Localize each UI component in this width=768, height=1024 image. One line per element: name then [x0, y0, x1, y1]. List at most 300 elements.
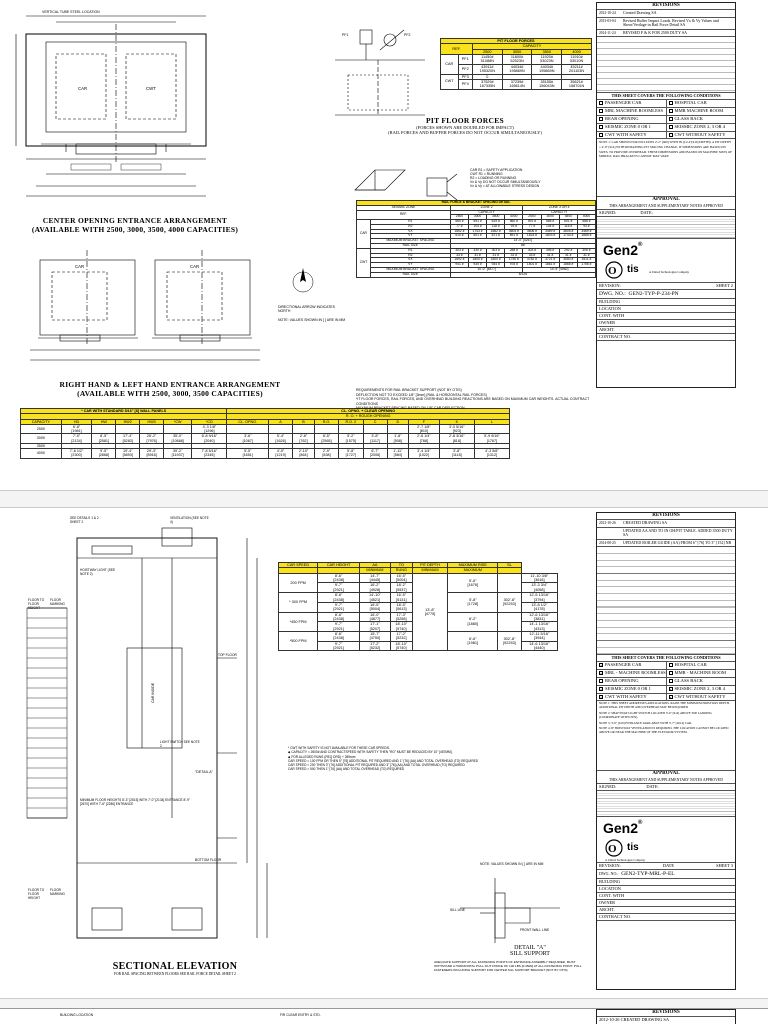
column-header: CAPACITY — [21, 419, 62, 424]
column-header: D — [387, 419, 408, 424]
table-subtitle: CL. OPNG. + CLEAR OPENING — [227, 409, 510, 414]
table-cell: 591 # — [523, 220, 541, 225]
column-header: 3500 — [559, 215, 577, 220]
note-line: DEFLECTION NOT TO EXCEED 1/8" [3mm] (RAIL & HORIZONTAL RAIL FORCES) — [356, 392, 487, 397]
column-header: HW — [92, 419, 116, 424]
table-cell: 6'-2" [1880] — [448, 612, 498, 631]
table-cell: 1803 # — [541, 234, 559, 239]
column-header: A — [269, 419, 293, 424]
checkbox[interactable] — [599, 133, 603, 137]
table-cell: 10'-0" [4877] — [450, 267, 523, 272]
hand-entrance-title: RIGHT HAND & LEFT HAND ENTRANCE ARRANGEMENT (AVAILABLE WITH 2500, 3000, 3500 CAPACITIES) — [59, 380, 281, 398]
table-cell: 292 # — [559, 248, 577, 253]
svg-text:O: O — [608, 265, 617, 278]
row-header: R1 — [370, 248, 450, 253]
revision-date: 2014-08-25 — [599, 540, 616, 545]
floor-to-floor-label: FLOOR TO FLOOR HEIGHT — [28, 598, 45, 610]
table-cell: 115 # — [559, 224, 577, 229]
revision-row: 2012-10-26 CREATED DRAWING SA — [599, 1017, 670, 1022]
revision-date: 2012-10-24 — [599, 11, 616, 15]
car-label: CAR INSIDE — [151, 682, 155, 703]
table-cell: 8'-6" [2438] — [318, 573, 360, 583]
title-field: ARCHT. — [597, 907, 735, 914]
condition-label: HOSPITAL CAR — [674, 100, 707, 106]
table-cell: 14'-0" [4267] — [450, 239, 595, 244]
row-header: 2500 — [21, 424, 62, 434]
title-field: CONT. WITH — [597, 893, 735, 900]
drawing-number-row: DWG. NO.: GEN2-TYP-P-234-PN — [597, 290, 735, 299]
column-header: CL. OPNG. — [227, 419, 269, 424]
title-field: ARCHT. — [597, 327, 735, 334]
top-floor-label: TOP FLOOR — [218, 653, 237, 657]
floor-marking-label: FLOOR MARKING — [50, 888, 65, 896]
column-header: HD — [61, 419, 92, 424]
table-cell: 11800# 52523N — [502, 55, 532, 65]
table-row — [21, 434, 510, 444]
table-cell: 17'-2" [5232] — [359, 641, 390, 651]
table-cell: 11'-10 3/8" [3616] — [521, 573, 557, 583]
condition-row — [597, 108, 735, 116]
checkbox[interactable] — [599, 125, 603, 129]
table-cell: 17'-1" [5207] — [359, 622, 390, 632]
table-cell: 891 # — [505, 234, 523, 239]
note-line: CAR SPEED = 200 THEN 3" [76] ADDITIONAL PIT REQUIRED AND 3" [76] (AA) AND TOTAL OVERHEAD (TO) REQUIRED — [288, 763, 465, 768]
row-group-label: CAR — [441, 55, 459, 74]
condition-label: CWT WITH SAFETY — [605, 693, 647, 699]
approval-fineprint — [597, 217, 735, 239]
car-label: CAR — [75, 264, 85, 269]
table-cell: 1861 # — [541, 263, 559, 268]
checkbox[interactable] — [599, 679, 603, 683]
company-tagline: A United Technologies Company — [605, 858, 645, 863]
revisions-title: REVISIONS — [597, 3, 735, 10]
table-cell: 13'-8 1/2" [4178] — [521, 602, 557, 612]
condition-label: PASSENGER CAR — [605, 100, 642, 106]
table-cell: 3'-0 5/16" [923] — [439, 424, 474, 434]
front-wall-label: FRONT WALL LINE — [520, 928, 550, 932]
row-header: R2 — [370, 253, 450, 258]
table-cell — [164, 424, 192, 434]
checkbox[interactable]: × — [669, 686, 672, 692]
table-cell: 5'-5" [1651] — [227, 449, 269, 459]
table-cell: 14'-7" [4445] — [359, 573, 390, 583]
center-opening-title: CENTER OPENING ENTRANCE ARRANGEMENT (AVAILABLE WITH 2500, 3000, 3500, 4000 CAPACITIES) — [31, 216, 239, 234]
hoistway-light-label: HOISTWAY LIGHT (SEE NOTE 2) — [80, 568, 116, 576]
table-cell: 6'-8" [1981] — [61, 424, 92, 434]
table-cell: 31 # — [541, 253, 559, 258]
row-header: PF4 — [458, 79, 472, 89]
title-block — [596, 512, 736, 990]
table-cell: 560 # — [505, 220, 523, 225]
table-cell: 871 # — [487, 234, 505, 239]
north-arrow-label: DIRECTIONAL ARROW INDICATES NORTH — [278, 305, 335, 313]
row-header: RAIL SIZE — [370, 272, 450, 277]
row-header: 3500 — [21, 443, 62, 448]
north-arrow-icon — [292, 262, 314, 302]
revision-row — [597, 10, 735, 18]
condition-label: REAR OPENING — [605, 677, 639, 683]
page-gap — [0, 490, 768, 508]
approval-sub: THIS ARRANGEMENT AND SUPPLEMENTARY NOTES APPROVED — [597, 777, 735, 784]
row-header: VX — [370, 258, 450, 263]
sheet-number: SHEET 3 — [716, 863, 733, 869]
table-cell: 302'-8" [92253] — [498, 593, 521, 612]
drawing-sheet-2 — [0, 0, 768, 490]
checkbox[interactable] — [599, 117, 603, 121]
table-row — [357, 272, 596, 277]
condition-row — [597, 670, 735, 678]
table-cell: 1662 # — [487, 229, 505, 234]
table-cell: 560 # — [450, 220, 468, 225]
table-cell: 44034# 195869N — [502, 64, 532, 74]
date-label: DATE: — [646, 784, 659, 790]
column-header: 4000 — [562, 49, 592, 54]
checkbox[interactable] — [599, 101, 603, 105]
table-cell: 4'-0" [1219] — [269, 449, 293, 459]
row-header: * 300 FPM — [279, 593, 318, 612]
approval-fineprint — [597, 791, 735, 817]
side-label: BUILDING LOCATION — [60, 1013, 94, 1017]
table-cell: 930 # — [468, 263, 486, 268]
revision-row — [597, 520, 735, 528]
table-cell: 19'-4" [5893] — [116, 449, 140, 459]
table-cell — [292, 424, 314, 434]
table-cell: 3606 # — [523, 229, 541, 234]
svg-text:PF2: PF2 — [404, 33, 411, 37]
floor-to-floor-label: FLOOR TO FLOOR HEIGHT — [28, 888, 45, 900]
checkbox[interactable] — [669, 133, 673, 137]
table-title: RAIL FORCE & BRACKET SPACING DETAIL — [357, 201, 596, 206]
table-cell: 1692 # — [450, 258, 468, 263]
date-label: DATE — [662, 863, 675, 869]
table-cell: 8'-6" [2438] — [318, 632, 360, 642]
table-cell: 104 # — [541, 224, 559, 229]
table-cell: 14'-1 13/16" [4313] — [521, 622, 557, 632]
condition-option — [666, 670, 736, 677]
condition-option — [666, 662, 736, 669]
column-header: 2500 — [523, 215, 541, 220]
note-line: ◆ CAPACITY = 2500# AND CONTRACTSPEED WITH SAFETY THEN "RO" MUST BE REDUCED BY 10" [457MM]. — [288, 750, 453, 755]
column-header: ZONE 3 OR 4 — [523, 205, 596, 210]
condition-row — [597, 686, 735, 694]
table-row — [21, 424, 510, 434]
table-row — [441, 79, 592, 89]
table-cell: 1743 # — [468, 229, 486, 234]
values-note: NOTE: VALUES SHOWN IN [ ] ARE IN MM — [278, 318, 346, 322]
condition-option — [597, 662, 666, 669]
table-cell: 3'-8" [1118] — [439, 449, 474, 459]
table-cell: 601 # — [559, 220, 577, 225]
table-cell — [92, 424, 116, 434]
table-cell: 941 # — [450, 263, 468, 268]
note-line: NOTE 4: IF HOISTWAY VENTILATION IS REQUIRED, THE LOCATION CANNOT BE LOCATED ABOVE OR NEAR THE MACHINE OF THE ELEVATOR SYSTEM. — [599, 726, 729, 735]
note-line: * CWT WITH SAFETY IS NOT AVAILABLE FOR THESE CAR SPEEDS. — [288, 746, 390, 750]
column-header: 2500 — [472, 49, 502, 54]
table-cell: 6'-7" [2006] — [363, 449, 387, 459]
condition-label: SEISMIC ZONE 2, 3 OR 4 — [674, 685, 726, 691]
column-header: 3500 — [532, 49, 562, 54]
table-cell: 33 # — [450, 253, 468, 258]
table-row — [279, 573, 558, 583]
column-header: CAR HEIGHT — [318, 563, 360, 568]
column-header: C — [363, 419, 387, 424]
table-cell: 3'-4 1/4" [1022] — [409, 449, 440, 459]
note-line: NOTE 3: 3'-0" [610] ENTRANCE AVAILABLE WITH 5'-7" [2014] CAR. — [599, 720, 692, 725]
table-cell — [227, 424, 269, 434]
table-cell: 3550 # — [559, 258, 577, 263]
row-header: 3000 — [21, 434, 62, 444]
title-field: OWNER — [597, 320, 735, 327]
min-floor-heights: MINIMUM FLOOR HEIGHTS 8'-3" [2515] WITH 7'-0" [2134] ENTRANCE 8'-9" [2670] WITH 7'-6" [2286] ENTRANCE — [80, 798, 190, 806]
table-cell: 978 # — [505, 263, 523, 268]
condition-row — [597, 678, 735, 686]
table-cell: 8'-6" [2438] — [318, 593, 360, 603]
cwt-label: CWT — [146, 86, 156, 91]
title-field: CONT. WITH — [597, 313, 735, 320]
table-cell: 2'-9" [838] — [315, 449, 339, 459]
table-cell: 93 # — [577, 224, 595, 229]
table-cell: 2'-6" [762] — [292, 434, 314, 444]
table-cell — [116, 424, 140, 434]
table-cell: 16'-5" [5004] — [390, 573, 412, 583]
table-cell: 12'-6 13/16" [3831] — [521, 612, 557, 622]
note-line: NOTE 2: SHAFTWAY LIGHT SWITCH LOCATED 3'-6" [914] ABOVE TOP LANDING (COORDINATE WITH OTIS). — [599, 710, 712, 719]
revision-date — [599, 529, 623, 538]
table-cell: 8'-5" [2581] — [92, 434, 116, 444]
table-cell: 1756 # — [577, 263, 595, 268]
values-note: NOTE: VALUES SHOWN IN [ ] ARE IN MM — [480, 862, 544, 866]
column-header: SEISMIC ZONE — [357, 205, 451, 210]
table-cell: 3782 # — [523, 258, 541, 263]
column-header: CAPACITY — [523, 210, 596, 215]
table-cell: 77 # — [450, 224, 468, 229]
title-block — [596, 2, 736, 388]
table-cell: 3511 # — [577, 258, 595, 263]
table-cell: 9'-7" [2921] — [318, 622, 360, 632]
revision-text: REVISED F & K FOR 2500 DUTY SA — [623, 29, 687, 35]
column-header: *CD — [192, 419, 227, 424]
approval-signature-row — [597, 784, 735, 791]
table-cell: 2'-7 1/8" [810] — [409, 424, 440, 434]
table-cell: 13'-3 3/4" [4058] — [521, 583, 557, 593]
row-header: R1 — [370, 220, 450, 225]
table-cell: 15'-7" [4750] — [359, 632, 390, 642]
condition-label: HOSPITAL CAR — [674, 662, 707, 668]
table-cell: 14'-10" [4521] — [359, 593, 390, 603]
table-cell: 6'-8 9/16" [2040] — [192, 434, 227, 444]
condition-option — [597, 686, 666, 693]
row-header: PF2 — [458, 64, 472, 74]
condition-label: CWT WITHOUT SAFETY — [674, 693, 726, 699]
drawing-number-label: DWG. NO.: — [599, 871, 619, 877]
checkbox[interactable] — [669, 125, 673, 129]
condition-option — [597, 108, 666, 115]
title-block — [596, 1009, 736, 1024]
revision-text: UPDATED AA AND TO IN OH/PIT TABLE. ADDED 3500 DUTY SA — [623, 527, 733, 538]
row-header: *450 FPM — [279, 612, 318, 631]
table-cell: 16'-5" [5004] — [359, 602, 390, 612]
table-cell: 11920# 53023N — [532, 55, 562, 65]
table-cell: 5'-9 9/16" [1767] — [474, 434, 509, 444]
table-cell: 44034# 195869N — [532, 64, 562, 74]
table-cell: 5'-2" [1575] — [338, 434, 363, 444]
table-cell: 1800 # — [487, 258, 505, 263]
table-cell: 12'-11 5/16" [3944] — [521, 632, 557, 642]
revision-row — [597, 528, 735, 540]
checkbox[interactable]: × — [600, 686, 603, 692]
condition-label: GLASS BACK — [674, 677, 703, 683]
row-group-label: CAR — [357, 220, 371, 249]
rail-force-table — [356, 200, 596, 278]
column-header: 3000 — [502, 49, 532, 54]
table-cell — [338, 424, 363, 434]
table-cell: 1801 # — [523, 263, 541, 268]
condition-label: GLASS BACK — [674, 115, 703, 121]
column-header: CAPACITY — [472, 44, 591, 49]
table-cell: 1800 # — [468, 258, 486, 263]
table-cell — [315, 424, 339, 434]
table-cell: 934 # — [487, 263, 505, 268]
svg-text:VERTICAL TUBE STEEL LOCATION: VERTICAL TUBE STEEL LOCATION — [42, 10, 100, 14]
revision-text: UPDATED BOILER GUIDE (AA) FROM 6" [76] TO 3" [152] NB — [623, 539, 732, 545]
row-header: 200 FPM — [279, 573, 318, 592]
table-cell: 11450# 51088N — [472, 55, 502, 65]
checkbox[interactable] — [599, 109, 603, 113]
top-label: FIR CLEAR ENTRY & STD. — [280, 1013, 321, 1017]
table-cell — [474, 424, 509, 434]
revision-label: REVISION: — [599, 863, 621, 869]
table-subtitle: R. O. + ROUGH OPENING — [227, 414, 510, 419]
table-cell: 7'-8 5/16" [2345] — [192, 449, 227, 459]
hand-entrance-plan-drawing — [30, 250, 260, 380]
table-cell: 330 # — [468, 248, 486, 253]
column-header: MINIMUM — [412, 568, 447, 573]
checkbox[interactable] — [669, 109, 673, 113]
checkbox[interactable] — [669, 663, 673, 667]
center-opening-plan-drawing — [6, 4, 216, 214]
column-header: REF. — [441, 44, 473, 55]
title-field: BUILDING — [597, 879, 735, 886]
note-line: NOTE 1: THIS SHEET ADDRESSES APPLICATIONS. RAISE THE MINIMUM HOISTWAY DEPTH. ADDITIONAL PIT DEPTH AND OVERHEAD MAY BE REQUIRED — [599, 701, 730, 710]
checkbox[interactable]: × — [600, 694, 603, 700]
rail-notes — [356, 388, 596, 411]
table-cell: 3469 # — [541, 229, 559, 234]
revision-label: REVISION: — [599, 283, 621, 289]
table-cell: 18'-10" [5740] — [390, 622, 412, 632]
table-cell: 37529# 167335N — [472, 79, 502, 89]
table-cell: 17'-4" [5283] — [116, 434, 140, 444]
row-header: MAXIMUM BRACKET SPACING — [370, 267, 450, 272]
sill-line-label: SILL LINE — [450, 908, 465, 912]
table-cell: 8/12# — [450, 272, 595, 277]
column-header: TO — [390, 563, 412, 568]
table-cell: 1'-8" [508] — [387, 434, 408, 444]
table-cell: 39'-2" [11937] — [164, 449, 192, 459]
checkbox[interactable]: × — [600, 663, 603, 669]
table-cell: 14'-6 13/16" [4440] — [521, 641, 557, 651]
condition-option — [597, 124, 666, 131]
title-block-notes: NOTE 1: CAR SHOWN FOR INCLUDES 2'-2" [660] WITH IN (C2-4"[610] DEPTH). A PIT DEPTH = 4'-0" [914] WITH REMAINING PIT SPACING CHANGE. IF DIMENSIONS ARE BASED ON SIZES, TO PROVIDE OVERHEAD. THESE DIMENSIONS AND BASED ON MACHINE SIZES OF MIDDLE. RAIL BRACKETS CANNOT MAY VARY. — [597, 139, 735, 197]
condition-row — [597, 116, 735, 124]
detail-a-title: DETAIL "A" SILL SUPPORT — [510, 945, 550, 957]
table-cell — [140, 424, 164, 434]
checkbox[interactable]: × — [669, 694, 672, 700]
table-cell: 591 # — [468, 220, 486, 225]
light-switch-label: LIGHT SWITCH SEE NOTE 2 — [160, 740, 200, 748]
column-header: RUNG — [390, 568, 412, 573]
table-cell: 118 # — [487, 224, 505, 229]
column-header: MINIMUM — [359, 568, 390, 573]
revision-text: CREATED DRAWING SA — [623, 520, 668, 525]
column-header: 3000 — [468, 215, 486, 220]
drawing-number: GEN2-TYP-MRL-P-EL — [621, 871, 675, 878]
table-cell: 1'-11" [584] — [387, 449, 408, 459]
note-line: *IT FLOOR FORCES, RAIL FORCES, AND OVERHEAD BUILDING REACTIONS ARE BASED ON MAXIMUM CAR WEIGHTS. ACTUAL CONTRACT CONDITIONS — [356, 397, 590, 406]
conditions-title: THIS SHEET COVERS THE FOLLOWING CONDITIONS — [597, 93, 735, 100]
revision-row — [597, 540, 735, 548]
column-header: *CW — [164, 419, 192, 424]
table-cell: 29'-3" [8916] — [140, 449, 164, 459]
otis-logo: Gen2® O tis A United Technologies Company — [597, 817, 735, 863]
revision-text: Revised Buffer Impact Loads. Revised Vx & Vy Values and Shear/Vertlage in Rail Force Detail SA — [623, 17, 719, 28]
table-cell: 8'-5" [2565] — [315, 434, 339, 444]
row-header: VX — [370, 229, 450, 234]
column-header: 3500 — [487, 215, 505, 220]
row-header: *500 FPM — [279, 632, 318, 651]
revision-row — [597, 30, 735, 38]
column-header: B — [292, 419, 314, 424]
title-field: LOCATION — [597, 306, 735, 313]
table-cell: 501 # — [468, 234, 486, 239]
condition-option — [666, 132, 736, 139]
table-cell: 37239# 165614N — [502, 79, 532, 89]
condition-option — [666, 108, 736, 115]
row-header: MAXIMUM BRACKET SPACING — [370, 239, 450, 244]
car-label: CAR — [190, 264, 200, 269]
checkbox[interactable] — [669, 101, 673, 105]
condition-row — [597, 124, 735, 132]
checkbox[interactable] — [669, 117, 673, 121]
table-cell: 31 # — [577, 253, 595, 258]
condition-option — [666, 116, 736, 123]
table-cell: 2'-10" [864] — [292, 449, 314, 459]
table-cell: 9'-7" [2921] — [318, 583, 360, 593]
table-cell: 3'-6" [1067] — [227, 434, 269, 444]
table-cell: 3469 # — [577, 229, 595, 234]
table-cell: 26'-2" [7976] — [140, 434, 164, 444]
condition-label: MRL - MACHINE ROOMLESS — [605, 670, 666, 676]
table-cell: 31 # — [468, 253, 486, 258]
overhead-pit-table — [278, 562, 558, 651]
drawing-sheet-4 — [0, 1008, 768, 1024]
revision-date: 2012-10-26 — [599, 521, 616, 525]
condition-label: MRL MACHINE ROOMLESS — [605, 108, 664, 114]
checkbox[interactable]: × — [600, 671, 603, 677]
column-header: PIT DEPTH — [412, 563, 447, 568]
checkbox[interactable] — [669, 679, 673, 683]
title-field: CONTRACT NO. — [597, 334, 735, 341]
table-cell: 302'-8" [92253] — [498, 632, 521, 651]
sill-support-note: ADEQUATE SUPPORT AT ALL FASTENING POINTS OF ENTRANCE ASSEMBLY REQUIRED, MUST WITHSTAND A HORIZONTAL PULL-OUT FORCE OF 100 LBS [0.45kN] AT ALL FASTENING POINT. PULL FASTENERS INCLUDING SUPPORT FOR CENTER SILL SUPPORT BRACKET (NOT BY OTIS) — [434, 960, 582, 972]
table-cell: 306 # — [577, 248, 595, 253]
table-cell: 33 # — [523, 253, 541, 258]
row-header: PF1 — [458, 55, 472, 65]
checkbox[interactable] — [669, 671, 673, 675]
table-cell: 9'-5" [2868] — [92, 449, 116, 459]
table-cell: 18'-5" [5613] — [390, 602, 412, 612]
column-header: CAR SPEED — [279, 563, 318, 568]
table-title: * CAR WITH STANDARD 5/16" [8] WALL PANELS — [21, 409, 227, 414]
